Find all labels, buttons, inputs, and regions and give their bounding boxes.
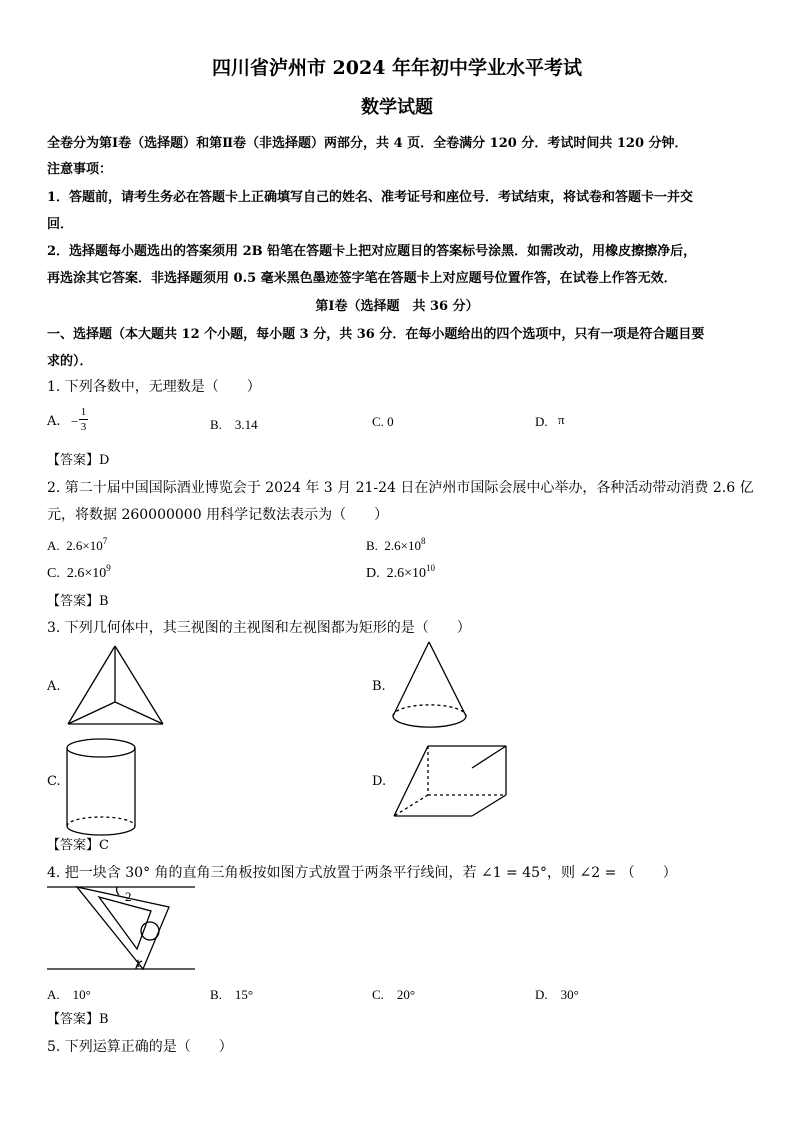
option-label: A. — [47, 538, 60, 553]
q1-option-a-sign: − — [71, 414, 79, 429]
part1-instructions-line2: 求的）． — [47, 354, 93, 369]
q3-stem: 3. 下列几何体中，其三视图的主视图和左视图都为矩形的是（ ） — [47, 620, 471, 636]
option-label: D. — [366, 566, 380, 581]
page-subtitle: 数学试题 — [361, 97, 433, 118]
option-base: 2.6×10 — [66, 538, 103, 553]
notice-2-line2: 再选涂其它答案．非选择题须用 0.5 毫米黑色墨迹签字笔在答题卡上对应题号位置作答，在试卷上作答无效． — [47, 271, 677, 286]
q3-option-a-label: A. — [47, 679, 61, 694]
page-title: 四川省泸州市 2024 年年初中学业水平考试 — [211, 57, 583, 79]
q2-option-d — [366, 563, 435, 582]
fraction-bar — [79, 419, 88, 420]
q3-answer: 【答案】C — [47, 838, 109, 853]
option-base: 2.6×10 — [384, 538, 422, 553]
q3-option-c-cylinder-figure — [64, 738, 140, 838]
q3-option-b-label: B. — [372, 679, 386, 694]
option-exponent: 8 — [421, 536, 426, 546]
q5-stem: 5. 下列运算正确的是（ ） — [47, 1039, 233, 1055]
q2-option-b — [366, 536, 426, 554]
option-base: 2.6×10 — [386, 566, 427, 581]
q3-option-b-cone-figure — [391, 640, 469, 732]
q3-option-c-label: C. — [47, 774, 61, 789]
option-base: 2.6×10 — [66, 566, 107, 581]
option-label: B. — [366, 538, 378, 553]
notice-2-line1: 2．选择题每小题选出的答案须用 2B 铅笔在答题卡上把对应题目的答案标号涂黑．如需改动，用橡皮擦擦净后， — [47, 244, 697, 259]
option-exponent: 7 — [102, 536, 108, 546]
q1-option-c: C. 0 — [372, 414, 394, 429]
fraction-denominator: 3 — [80, 421, 87, 433]
option-label: C. — [47, 566, 60, 581]
notice-1-line2: 回． — [47, 217, 74, 232]
fraction-numerator: 1 — [80, 406, 87, 418]
q1-option-b: B. 3.14 — [210, 417, 258, 432]
angle-2-label: 2 — [125, 889, 132, 904]
q1-option-d-label: D. — [535, 414, 548, 429]
q3-option-a-pyramid-figure — [66, 645, 166, 727]
q4-option-d: D. 30° — [535, 987, 579, 1002]
q1-option-d-value: π — [558, 412, 565, 427]
set-square-outer — [77, 887, 169, 969]
q2-option-c — [47, 563, 111, 582]
option-exponent: 10 — [426, 563, 436, 573]
q4-option-a: A. 10° — [47, 987, 91, 1002]
q3-option-d-prism-figure — [392, 744, 510, 818]
q1-option-a-fraction — [79, 406, 88, 433]
q2-answer: 【答案】B — [47, 594, 109, 609]
q4-option-b: B. 15° — [210, 987, 254, 1002]
part1-instructions-line1: 一、选择题（本大题共 12 个小题，每小题 3 分，共 36 分．在每小题给出的四个选项中，只有一项是符合题目要 — [47, 327, 705, 342]
angle-1-label: 1 — [135, 956, 141, 970]
q4-answer: 【答案】B — [47, 1012, 109, 1027]
q2-stem-line2: 元，将数据 260000000 用科学记数法表示为（ ） — [47, 507, 389, 523]
exam-intro: 全卷分为第Ⅰ卷（选择题）和第Ⅱ卷（非选择题）两部分，共 4 页．全卷满分 120 分．考试时间共 120 分钟． — [47, 136, 688, 151]
q4-stem: 4. 把一块含 30° 角的直角三角板按如图方式放置于两条平行线间，若 ∠1 = 45°，则 ∠2 = （ ） — [47, 865, 677, 881]
option-exponent: 9 — [106, 563, 111, 573]
section-header: 第Ⅰ卷（选择题 共 36 分） — [315, 299, 479, 314]
q1-answer: 【答案】D — [47, 453, 110, 468]
q3-option-d-label: D. — [372, 774, 387, 789]
q1-stem: 1. 下列各数中，无理数是（ ） — [47, 379, 261, 395]
q2-option-a — [47, 536, 107, 554]
q1-option-a-label: A. — [47, 414, 61, 429]
q4-triangle-parallel-lines-figure — [47, 883, 197, 975]
notice-1-line1: 1．答题前，请考生务必在答题卡上正确填写自己的姓名、准考证号和座位号．考试结束，将试卷和答题卡一并交 — [47, 190, 694, 205]
notice-heading: 注意事项： — [47, 162, 113, 177]
q2-stem-line1: 2. 第二十届中国国际酒业博览会于 2024 年 3 月 21-24 日在泸州市国际会展中心举办，各种活动带动消费 2.6 亿 — [47, 480, 754, 496]
q4-option-c: C. 20° — [372, 987, 416, 1002]
